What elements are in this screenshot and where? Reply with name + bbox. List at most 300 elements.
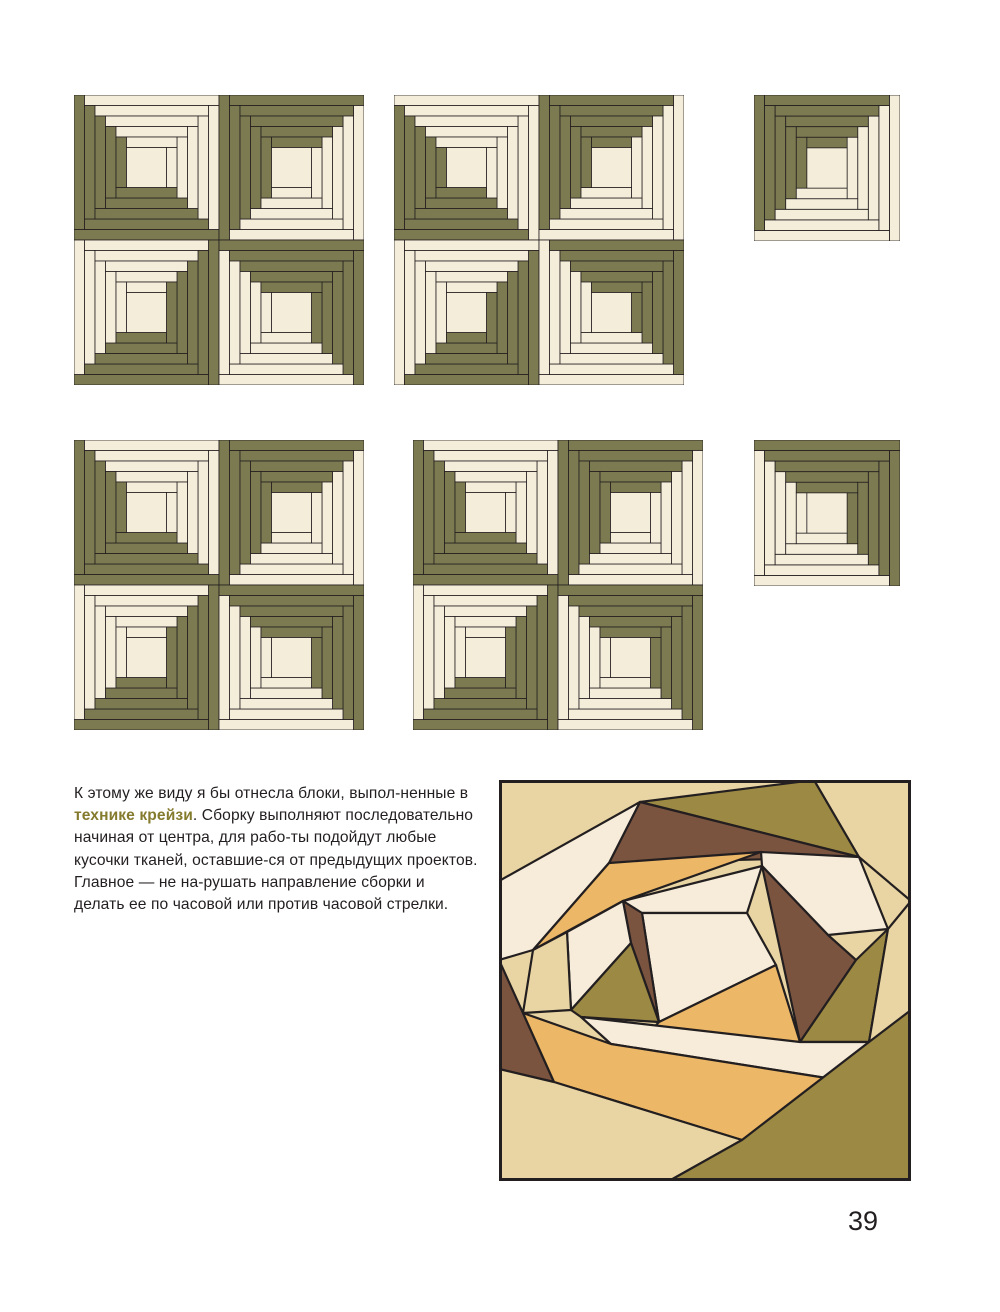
log-strip — [653, 116, 664, 219]
log-strip — [116, 333, 167, 344]
log-strip — [775, 209, 868, 220]
log-strip — [415, 261, 426, 364]
log-strip — [261, 293, 272, 333]
log-strip — [74, 440, 85, 575]
log-strip — [413, 440, 424, 575]
log-strip — [251, 127, 262, 209]
log-strip — [415, 251, 529, 262]
log-strip — [579, 564, 682, 575]
log-strip — [889, 95, 900, 241]
block-center — [127, 493, 167, 533]
log-strip — [230, 451, 241, 575]
log-strip — [127, 282, 167, 293]
log-strip — [590, 617, 672, 628]
log-strip — [569, 709, 683, 720]
log-strip — [106, 617, 117, 689]
log-strip — [508, 272, 519, 365]
log-strip — [537, 596, 548, 720]
log-strip — [415, 364, 518, 375]
log-strip — [581, 137, 592, 188]
log-strip — [754, 95, 765, 230]
log-strip — [116, 472, 188, 483]
log-strip — [508, 127, 519, 220]
log-cabin-unit — [74, 585, 219, 730]
block-center — [272, 293, 312, 333]
log-strip — [272, 188, 312, 199]
log-strip — [571, 272, 582, 344]
log-strip — [539, 95, 550, 230]
log-strip — [74, 720, 209, 731]
log-strip — [506, 627, 517, 688]
block-center — [611, 493, 651, 533]
log-strip — [497, 282, 508, 354]
log-strip — [95, 209, 198, 220]
log-strip — [775, 461, 879, 472]
log-strip — [95, 699, 188, 710]
log-strip — [775, 472, 786, 555]
log-strip — [230, 709, 344, 720]
log-strip — [796, 137, 807, 188]
log-strip — [569, 596, 693, 607]
log-strip — [95, 251, 198, 262]
log-strip — [651, 638, 662, 689]
log-strip — [251, 343, 323, 354]
log-strip — [261, 482, 272, 543]
log-cabin-unit — [219, 585, 364, 730]
log-strip — [847, 137, 858, 198]
log-strip — [775, 116, 786, 209]
log-strip — [116, 617, 177, 628]
log-strip — [177, 137, 188, 198]
log-strip — [424, 596, 435, 710]
log-cabin-block-olive-large-1 — [74, 95, 364, 385]
log-strip — [592, 282, 643, 293]
log-strip — [85, 451, 96, 565]
log-strip — [95, 606, 106, 699]
log-strip — [251, 272, 333, 283]
log-strip — [560, 251, 674, 262]
log-strip — [581, 282, 592, 333]
log-strip — [251, 688, 323, 699]
log-strip — [240, 451, 354, 462]
log-strip — [754, 451, 765, 576]
log-strip — [251, 472, 262, 554]
log-strip — [394, 230, 529, 241]
log-strip — [466, 627, 506, 638]
log-strip — [219, 596, 230, 720]
log-strip — [889, 451, 900, 586]
log-strip — [219, 251, 230, 375]
log-strip — [518, 116, 529, 230]
log-strip — [198, 461, 209, 564]
log-strip — [569, 575, 693, 586]
log-strip — [261, 282, 322, 293]
log-strip — [754, 230, 889, 241]
log-strip — [106, 606, 188, 617]
log-strip — [693, 596, 704, 731]
block-center — [807, 148, 847, 188]
log-strip — [765, 451, 890, 462]
block-center — [272, 493, 312, 533]
log-strip — [560, 209, 653, 220]
log-strip — [466, 482, 517, 493]
log-strip — [322, 282, 333, 354]
log-strip — [434, 554, 537, 565]
log-strip — [847, 493, 858, 544]
log-cabin-unit — [539, 240, 684, 385]
log-strip — [272, 137, 323, 148]
log-cabin-unit — [74, 440, 219, 585]
log-strip — [240, 116, 251, 219]
log-strip — [95, 261, 106, 354]
log-strip — [127, 137, 178, 148]
log-strip — [590, 472, 601, 554]
log-strip — [198, 251, 209, 375]
log-strip — [188, 127, 199, 209]
log-strip — [426, 198, 498, 209]
log-strip — [85, 596, 96, 710]
block-center — [807, 493, 847, 533]
log-strip — [786, 544, 858, 555]
log-strip — [632, 293, 643, 333]
log-strip — [74, 585, 85, 720]
log-strip — [651, 493, 662, 544]
log-cabin-unit — [219, 95, 364, 240]
log-strip — [786, 482, 797, 543]
log-strip — [579, 699, 672, 710]
log-strip — [333, 127, 344, 220]
log-strip — [230, 596, 354, 607]
log-strip — [405, 375, 529, 386]
log-strip — [251, 554, 333, 565]
log-strip — [354, 106, 365, 241]
log-strip — [116, 127, 188, 138]
log-strip — [116, 678, 167, 689]
log-strip — [219, 720, 354, 731]
log-strip — [653, 272, 664, 354]
log-strip — [590, 461, 683, 472]
log-cabin-unit — [394, 240, 539, 385]
log-strip — [558, 720, 693, 731]
log-strip — [539, 230, 674, 241]
log-strip — [571, 116, 653, 127]
log-strip — [405, 240, 540, 251]
crazy-technique-link: технике крейзи — [74, 807, 193, 825]
page-number: 39 — [848, 1206, 879, 1236]
log-strip — [674, 251, 685, 375]
log-strip — [674, 95, 685, 240]
log-strip — [219, 240, 364, 251]
log-strip — [548, 451, 559, 575]
log-strip — [312, 148, 323, 199]
log-strip — [579, 606, 682, 617]
log-strip — [261, 627, 322, 638]
log-strip — [413, 575, 558, 586]
log-strip — [106, 461, 199, 472]
log-strip — [230, 251, 354, 262]
log-strip — [796, 493, 807, 533]
log-strip — [95, 596, 198, 607]
log-strip — [230, 106, 241, 230]
log-strip — [230, 95, 365, 106]
log-strip — [85, 709, 199, 720]
log-strip — [434, 699, 527, 710]
log-strip — [539, 375, 684, 386]
log-strip — [85, 440, 220, 451]
block-center — [611, 638, 651, 678]
log-strip — [188, 261, 199, 364]
log-strip — [434, 461, 445, 554]
log-strip — [251, 627, 262, 688]
log-strip — [261, 198, 322, 209]
log-strip — [413, 720, 548, 731]
log-strip — [167, 282, 178, 343]
body-text-intro: К этому же виду я бы отнесла блоки, выпол-ненные в — [74, 785, 469, 802]
log-strip — [600, 638, 611, 678]
log-strip — [261, 127, 333, 138]
log-strip — [632, 137, 643, 198]
log-cabin-unit — [413, 440, 558, 585]
log-strip — [529, 106, 540, 241]
log-strip — [312, 293, 323, 344]
log-strip — [188, 606, 199, 709]
log-strip — [447, 333, 487, 344]
log-strip — [85, 251, 96, 365]
log-strip — [394, 95, 539, 106]
log-strip — [550, 106, 561, 220]
log-strip — [858, 127, 869, 210]
log-strip — [611, 533, 651, 544]
block-center — [127, 293, 167, 333]
log-strip — [426, 261, 519, 272]
log-strip — [445, 472, 456, 544]
log-strip — [436, 137, 497, 148]
log-strip — [343, 461, 354, 575]
log-strip — [106, 343, 178, 354]
log-strip — [85, 240, 209, 251]
log-strip — [322, 482, 333, 554]
log-strip — [209, 451, 220, 575]
log-strip — [261, 638, 272, 678]
log-strip — [322, 627, 333, 699]
log-strip — [661, 627, 672, 699]
block-center — [447, 148, 487, 188]
log-strip — [424, 451, 435, 565]
log-strip — [85, 364, 199, 375]
log-strip — [600, 543, 661, 554]
log-strip — [333, 472, 344, 565]
log-strip — [550, 251, 561, 365]
log-strip — [343, 261, 354, 375]
log-strip — [600, 627, 661, 638]
log-strip — [786, 199, 858, 210]
log-strip — [95, 461, 106, 554]
log-strip — [537, 461, 548, 564]
log-strip — [455, 472, 527, 483]
log-strip — [219, 440, 230, 585]
log-strip — [796, 482, 857, 493]
log-strip — [642, 127, 653, 209]
log-strip — [177, 482, 188, 543]
block-center — [272, 148, 312, 188]
log-strip — [106, 688, 178, 699]
log-strip — [426, 137, 437, 198]
log-strip — [550, 219, 664, 230]
log-strip — [106, 543, 188, 554]
log-cabin-unit — [413, 585, 558, 730]
crazy-quilt-block — [499, 780, 911, 1181]
log-strip — [240, 606, 343, 617]
log-strip — [424, 585, 548, 596]
log-strip — [177, 617, 188, 699]
log-strip — [754, 440, 900, 451]
log-strip — [240, 261, 343, 272]
log-strip — [558, 596, 569, 720]
log-strip — [518, 261, 529, 375]
log-strip — [581, 333, 642, 344]
log-strip — [343, 606, 354, 720]
log-strip — [251, 116, 344, 127]
log-strip — [322, 137, 333, 209]
log-strip — [796, 127, 857, 138]
block-center — [466, 638, 506, 678]
log-strip — [85, 219, 209, 230]
log-strip — [571, 198, 643, 209]
log-strip — [579, 461, 590, 564]
log-strip — [550, 95, 674, 106]
log-strip — [426, 354, 508, 365]
log-strip — [516, 617, 527, 699]
block-center — [127, 638, 167, 678]
log-strip — [240, 461, 251, 564]
log-strip — [590, 554, 672, 565]
log-strip — [333, 272, 344, 365]
log-strip — [434, 451, 548, 462]
log-strip — [590, 688, 662, 699]
log-strip — [106, 472, 117, 544]
log-strip — [85, 585, 209, 596]
log-strip — [106, 116, 199, 127]
log-strip — [95, 554, 198, 565]
log-strip — [272, 533, 312, 544]
log-strip — [560, 261, 571, 354]
log-strip — [95, 106, 209, 117]
log-strip — [343, 116, 354, 230]
log-strip — [394, 240, 405, 385]
log-strip — [775, 106, 879, 117]
log-strip — [230, 230, 354, 241]
log-strip — [527, 606, 538, 709]
log-strip — [571, 127, 582, 199]
block-center — [272, 638, 312, 678]
log-strip — [424, 440, 559, 451]
log-strip — [434, 606, 445, 699]
log-strip — [230, 606, 241, 709]
log-strip — [445, 688, 517, 699]
log-strip — [198, 596, 209, 720]
log-strip — [424, 564, 548, 575]
log-strip — [487, 148, 498, 199]
log-cabin-unit — [74, 240, 219, 385]
log-cabin-block-olive-large-2 — [74, 440, 364, 730]
log-strip — [230, 440, 365, 451]
log-strip — [786, 116, 869, 127]
log-strip — [106, 261, 188, 272]
log-strip — [445, 617, 456, 689]
log-strip — [116, 282, 127, 333]
log-strip — [436, 272, 508, 283]
log-strip — [272, 482, 323, 493]
log-cabin-unit — [394, 95, 539, 240]
log-strip — [765, 461, 776, 565]
log-strip — [569, 451, 580, 575]
log-strip — [642, 282, 653, 343]
log-strip — [219, 585, 364, 596]
log-strip — [693, 451, 704, 586]
log-strip — [354, 596, 365, 731]
log-strip — [116, 272, 177, 283]
log-strip — [230, 575, 354, 586]
block-center — [127, 148, 167, 188]
log-strip — [879, 106, 890, 231]
log-cabin-unit — [539, 95, 684, 240]
log-strip — [116, 188, 177, 199]
log-strip — [405, 116, 416, 219]
log-strip — [127, 482, 178, 493]
log-cabin-unit — [558, 440, 703, 585]
log-strip — [436, 282, 447, 343]
log-strip — [74, 230, 219, 241]
log-strip — [600, 482, 611, 543]
log-strip — [405, 251, 416, 375]
log-strip — [548, 585, 559, 730]
log-strip — [74, 240, 85, 375]
log-strip — [95, 354, 188, 365]
log-strip — [240, 699, 333, 710]
log-strip — [672, 472, 683, 565]
log-strip — [560, 116, 571, 209]
log-strip — [571, 261, 664, 272]
log-strip — [579, 451, 693, 462]
log-strip — [405, 106, 529, 117]
log-cabin-unit — [219, 440, 364, 585]
log-strip — [796, 188, 847, 199]
log-strip — [529, 251, 540, 386]
log-strip — [786, 472, 869, 483]
log-strip — [261, 543, 322, 554]
log-strip — [106, 272, 117, 344]
log-strip — [569, 606, 580, 709]
log-strip — [74, 95, 85, 230]
log-strip — [455, 617, 516, 628]
log-strip — [455, 627, 466, 678]
log-strip — [405, 219, 519, 230]
log-strip — [198, 116, 209, 219]
log-strip — [765, 95, 890, 106]
log-strip — [415, 127, 426, 209]
log-strip — [85, 106, 96, 220]
block-center — [592, 148, 632, 188]
log-strip — [581, 127, 642, 138]
log-strip — [312, 638, 323, 689]
log-strip — [240, 272, 251, 354]
log-strip — [426, 272, 437, 354]
log-strip — [600, 678, 651, 689]
log-strip — [672, 617, 683, 710]
log-strip — [240, 354, 333, 365]
log-strip — [868, 472, 879, 565]
block-center — [466, 493, 506, 533]
